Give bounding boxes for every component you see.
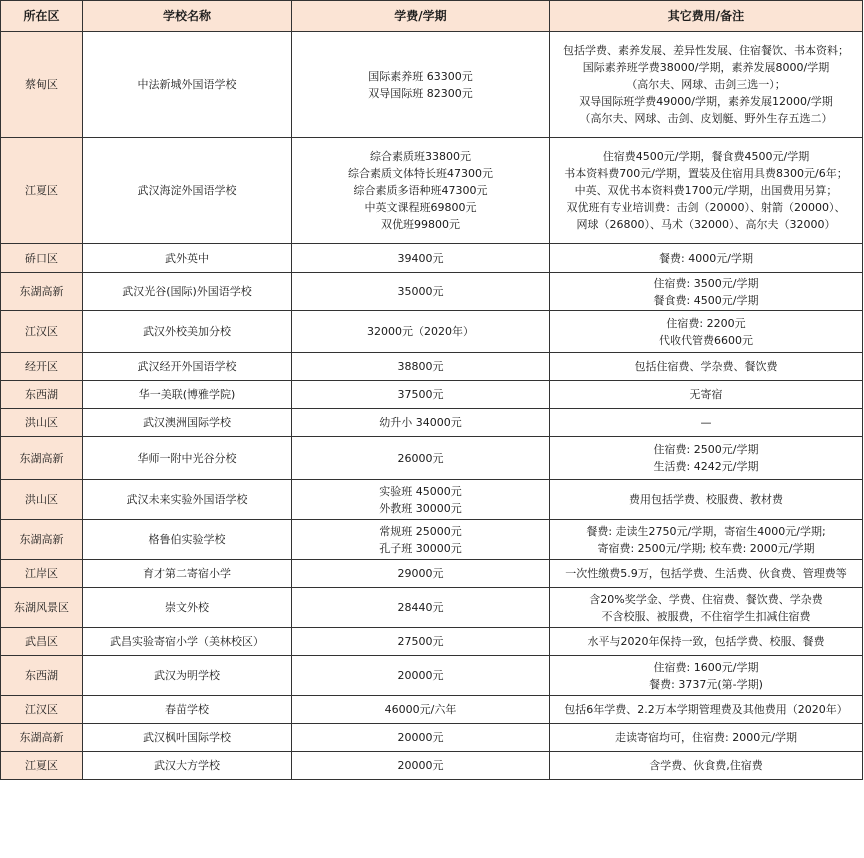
table-header xyxy=(1,1,863,32)
fee-line: 综合素质文体特长班47300元 xyxy=(348,167,493,180)
note-cell xyxy=(550,138,863,244)
note-line: 包括6年学费、2.2万本学期管理费及其他费用（2020年） xyxy=(564,703,848,716)
fee-line: 32000元（2020年） xyxy=(367,325,474,338)
fee-line: 国际素养班 63300元 xyxy=(368,69,473,83)
note-line: 含学费、伙食费,住宿费 xyxy=(649,759,763,772)
table-row xyxy=(1,311,863,353)
school-cell: 育才第二寄宿小学 xyxy=(83,560,292,588)
header-school: 学校名称 xyxy=(83,1,292,32)
district-cell: 江夏区 xyxy=(1,752,83,780)
district-cell: 江岸区 xyxy=(1,560,83,588)
district-cell: 东湖高新 xyxy=(1,520,83,560)
note-line: 餐费: 3737元(第-学期) xyxy=(649,677,763,691)
table-row xyxy=(1,696,863,724)
note-cell xyxy=(550,381,863,409)
fee-line: 外教班 30000元 xyxy=(379,501,462,515)
school-cell: 武汉未来实验外国语学校 xyxy=(83,480,292,520)
note-line: 中英、双优书本资料费1700元/学期，出国费用另算； xyxy=(574,184,838,197)
school-cell: 武昌实验寄宿小学（美林校区） xyxy=(83,628,292,656)
fee-line: 37500元 xyxy=(397,388,444,401)
note-line: 住宿费: 3500元/学期 xyxy=(653,276,759,290)
fee-cell xyxy=(292,588,550,628)
district-cell: 东西湖 xyxy=(1,656,83,696)
table-row xyxy=(1,409,863,437)
fee-cell xyxy=(292,752,550,780)
school-cell: 武汉光谷(国际)外国语学校 xyxy=(83,273,292,311)
fee-cell xyxy=(292,656,550,696)
fee-cell xyxy=(292,628,550,656)
note-line: 餐食费: 4500元/学期 xyxy=(653,293,759,307)
note-cell xyxy=(550,656,863,696)
fee-line: 20000元 xyxy=(397,731,444,744)
table-row xyxy=(1,656,863,696)
school-cell: 武汉大方学校 xyxy=(83,752,292,780)
fee-cell xyxy=(292,138,550,244)
fee-line: 39400元 xyxy=(397,251,444,265)
fee-line: 20000元 xyxy=(397,759,444,772)
district-cell: 东湖高新 xyxy=(1,273,83,311)
fee-line: 实验班 45000元 xyxy=(379,484,462,498)
school-cell: 华师一附中光谷分校 xyxy=(83,437,292,480)
note-line: 代收代管费6600元 xyxy=(659,333,753,347)
fee-cell xyxy=(292,437,550,480)
school-cell: 武汉为明学校 xyxy=(83,656,292,696)
fee-line: 孔子班 30000元 xyxy=(379,541,462,555)
note-line: 双导国际班学费49000/学期，素养发展12000/学期 xyxy=(579,95,833,108)
note-cell xyxy=(550,724,863,752)
fee-line: 综合素质多语种班47300元 xyxy=(353,184,488,197)
school-cell: 春苗学校 xyxy=(83,696,292,724)
note-line: 寄宿费: 2500元/学期; 校车费: 2000元/学期 xyxy=(597,541,815,555)
table-row xyxy=(1,588,863,628)
note-line: 网球（26800）、马术（32000）、高尔夫（32000） xyxy=(576,218,836,231)
table-row xyxy=(1,628,863,656)
district-cell: 武昌区 xyxy=(1,628,83,656)
fee-line: 20000元 xyxy=(397,669,444,682)
school-cell: 中法新城外国语学校 xyxy=(83,32,292,138)
note-line: 包括学费、素养发展、差异性发展、住宿餐饮、书本资料； xyxy=(563,44,849,57)
note-cell xyxy=(550,437,863,480)
note-line: 餐费: 4000元/学期 xyxy=(659,251,753,265)
school-cell: 武汉枫叶国际学校 xyxy=(83,724,292,752)
note-line: （高尔夫、网球、击剑三选一）； xyxy=(626,78,786,91)
fee-cell xyxy=(292,381,550,409)
fee-cell xyxy=(292,353,550,381)
fee-line: 综合素质班33800元 xyxy=(370,150,471,163)
table-row xyxy=(1,560,863,588)
table-row xyxy=(1,353,863,381)
fee-cell xyxy=(292,480,550,520)
note-line: 走读寄宿均可，住宿费: 2000元/学期 xyxy=(615,731,797,744)
district-cell: 江汉区 xyxy=(1,696,83,724)
fee-line: 26000元 xyxy=(397,451,444,465)
fee-line: 27500元 xyxy=(397,635,444,648)
district-cell: 东湖风景区 xyxy=(1,588,83,628)
district-cell: 东湖高新 xyxy=(1,437,83,480)
note-cell xyxy=(550,696,863,724)
fee-line: 幼升小 34000元 xyxy=(379,416,462,429)
school-cell: 武外英中 xyxy=(83,244,292,273)
district-cell: 洪山区 xyxy=(1,480,83,520)
note-line: 书本资料费700元/学期，置装及住宿用具费8300元/6年； xyxy=(564,167,848,180)
fee-line: 29000元 xyxy=(397,567,444,580)
fee-cell xyxy=(292,520,550,560)
district-cell: 硚口区 xyxy=(1,244,83,273)
header-note: 其它费用/备注 xyxy=(550,1,863,32)
header-fee: 学费/学期 xyxy=(292,1,550,32)
header-row xyxy=(1,1,863,32)
table-row xyxy=(1,724,863,752)
table-row xyxy=(1,520,863,560)
note-line: 生活费: 4242元/学期 xyxy=(653,460,759,473)
fee-line: 46000元/六年 xyxy=(384,703,457,716)
note-line: （高尔夫、网球、击剑、皮划艇、野外生存五选二） xyxy=(579,112,833,125)
fee-line: 35000元 xyxy=(397,285,444,298)
district-cell: 蔡甸区 xyxy=(1,32,83,138)
note-line: 住宿费: 2200元 xyxy=(666,316,746,330)
school-cell: 武汉外校美加分校 xyxy=(83,311,292,353)
note-line: 住宿费: 2500元/学期 xyxy=(653,443,759,456)
school-cell: 格鲁伯实验学校 xyxy=(83,520,292,560)
school-cell: 武汉经开外国语学校 xyxy=(83,353,292,381)
note-line: 餐费: 走读生2750元/学期，寄宿生4000元/学期; xyxy=(586,524,826,538)
table-row xyxy=(1,32,863,138)
note-line: 一次性缴费5.9万，包括学费、生活费、伙食费、管理费等 xyxy=(565,567,847,580)
note-cell xyxy=(550,32,863,138)
note-cell xyxy=(550,480,863,520)
note-cell xyxy=(550,273,863,311)
fee-line: 常规班 25000元 xyxy=(379,524,462,538)
district-cell: 江夏区 xyxy=(1,138,83,244)
note-line: 费用包括学费、校服费、教材费 xyxy=(629,493,783,506)
fee-cell xyxy=(292,311,550,353)
note-cell xyxy=(550,520,863,560)
note-line: 国际素养班学费38000/学期，素养发展8000/学期 xyxy=(582,61,830,74)
fee-cell xyxy=(292,273,550,311)
fee-cell xyxy=(292,560,550,588)
district-cell: 东西湖 xyxy=(1,381,83,409)
fee-cell xyxy=(292,244,550,273)
table-row xyxy=(1,273,863,311)
note-line: — xyxy=(700,416,712,429)
fee-line: 双导国际班 82300元 xyxy=(368,86,473,100)
note-line: 不含校服、被服费，不住宿学生扣减住宿费 xyxy=(601,609,811,623)
note-cell xyxy=(550,560,863,588)
note-cell xyxy=(550,752,863,780)
school-cell: 华一美联(博雅学院) xyxy=(83,381,292,409)
fee-line: 28440元 xyxy=(397,601,444,614)
table-row xyxy=(1,381,863,409)
note-cell xyxy=(550,409,863,437)
note-cell xyxy=(550,628,863,656)
fee-cell xyxy=(292,696,550,724)
note-cell xyxy=(550,353,863,381)
district-cell: 东湖高新 xyxy=(1,724,83,752)
school-cell: 崇文外校 xyxy=(83,588,292,628)
fee-line: 38800元 xyxy=(397,360,444,373)
header-district: 所在区 xyxy=(1,1,83,32)
table-row xyxy=(1,437,863,480)
fee-cell xyxy=(292,32,550,138)
note-line: 水平与2020年保持一致，包括学费、校服、餐费 xyxy=(587,635,825,648)
note-line: 无寄宿 xyxy=(689,388,723,401)
district-cell: 经开区 xyxy=(1,353,83,381)
note-line: 住宿费4500元/学期，餐食费4500元/学期 xyxy=(602,150,810,163)
note-line: 住宿费: 1600元/学期 xyxy=(653,660,759,674)
note-line: 包括住宿费、学杂费、餐饮费 xyxy=(634,360,778,373)
table-row xyxy=(1,752,863,780)
school-cell: 武汉澳洲国际学校 xyxy=(83,409,292,437)
fee-cell xyxy=(292,724,550,752)
note-line: 双优班有专业培训费：击剑（20000）、射箭（20000）、 xyxy=(566,201,846,214)
table-row xyxy=(1,244,863,273)
note-cell xyxy=(550,244,863,273)
fee-line: 双优班99800元 xyxy=(381,218,460,231)
note-cell xyxy=(550,588,863,628)
district-cell: 江汉区 xyxy=(1,311,83,353)
table-row xyxy=(1,480,863,520)
fee-line: 中英文课程班69800元 xyxy=(364,201,477,214)
district-cell: 洪山区 xyxy=(1,409,83,437)
fee-cell xyxy=(292,409,550,437)
note-cell xyxy=(550,311,863,353)
school-cell: 武汉海淀外国语学校 xyxy=(83,138,292,244)
table-row xyxy=(1,138,863,244)
table-body xyxy=(1,32,863,780)
note-line: 含20%奖学金、学费、住宿费、餐饮费、学杂费 xyxy=(589,592,823,606)
